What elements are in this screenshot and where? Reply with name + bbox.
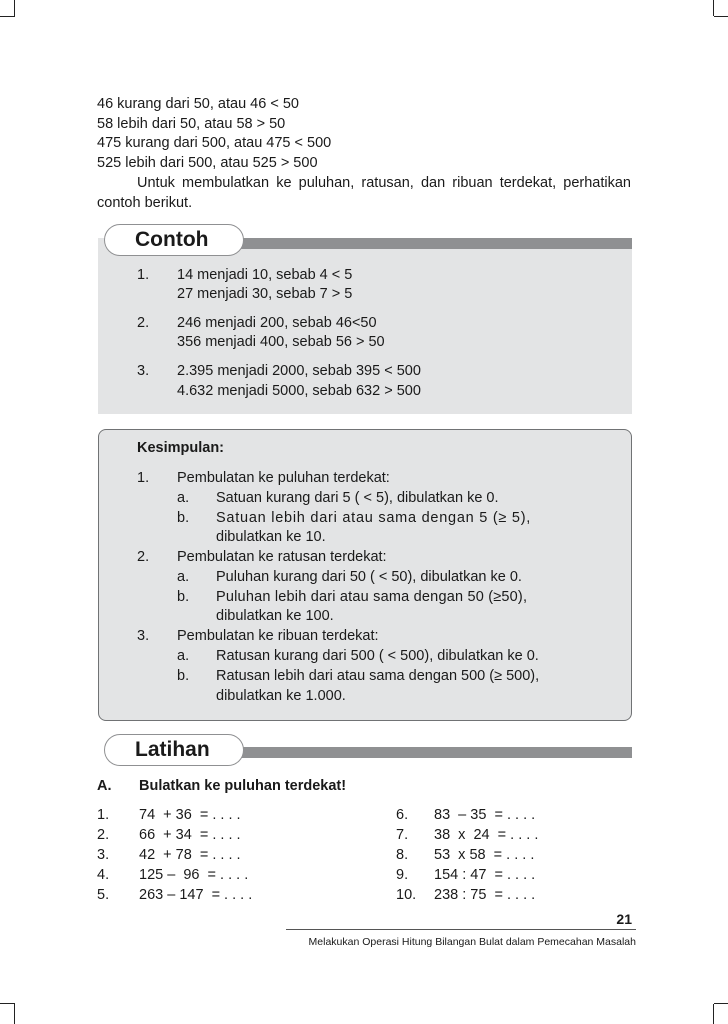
intro-line: 475 kurang dari 500, atau 475 < 500 bbox=[97, 135, 332, 151]
crop-mark bbox=[714, 1003, 728, 1004]
intro-line: 525 lebih dari 500, atau 525 > 500 bbox=[97, 154, 318, 171]
contoh-header-bar bbox=[236, 238, 632, 249]
kesimpulan-heading: Pembulatan ke ribuan terdekat: bbox=[177, 628, 379, 644]
exercise-number: 7. bbox=[396, 827, 409, 843]
kesimpulan-sub-letter: a. bbox=[177, 648, 190, 664]
latihan-header-bar bbox=[236, 747, 632, 758]
kesimpulan-sub-line: dibulatkan ke 10. bbox=[216, 529, 326, 545]
kesimpulan-sub-line: Ratusan lebih dari atau sama dengan 500 (≥ 500), bbox=[216, 668, 540, 684]
kesimpulan-sub-line: dibulatkan ke 100. bbox=[216, 608, 334, 624]
exercise-number: 2. bbox=[97, 827, 110, 843]
exercise-expression: 263 – 147 = . . . . bbox=[139, 887, 253, 903]
kesimpulan-sub-line: Puluhan kurang dari 50 ( < 50), dibulatkan ke 0. bbox=[216, 569, 522, 585]
intro-line: 46 kurang dari 50, atau 46 < 50 bbox=[97, 96, 299, 112]
kesimpulan-sub-line: Satuan lebih dari atau sama dengan 5 (≥ 5), bbox=[216, 510, 532, 526]
contoh-item-line: 14 menjadi 10, sebab 4 < 5 bbox=[177, 267, 353, 283]
crop-mark bbox=[713, 0, 714, 16]
intro-line: 58 lebih dari 50, atau 58 > 50 bbox=[97, 115, 286, 132]
contoh-item-line: 2.395 menjadi 2000, sebab 395 < 500 bbox=[177, 363, 421, 379]
contoh-item-line: 4.632 menjadi 5000, sebab 632 > 500 bbox=[177, 383, 421, 399]
kesimpulan-sub-line: Satuan kurang dari 5 ( < 5), dibulatkan ke 0. bbox=[216, 490, 499, 506]
exercise-number: 5. bbox=[97, 887, 110, 903]
crop-mark bbox=[0, 1003, 15, 1004]
kesimpulan-sub-line: Puluhan lebih dari atau sama dengan 50 (≥50), bbox=[216, 589, 528, 605]
contoh-item-number: 2. bbox=[137, 315, 150, 331]
crop-mark bbox=[14, 1004, 15, 1024]
exercise-expression: 238 : 75 = . . . . bbox=[434, 887, 536, 903]
exercise-expression: 83 – 35 = . . . . bbox=[434, 807, 536, 823]
exercise-expression: 53 x 58 = . . . . bbox=[434, 847, 535, 863]
exercise-expression: 74 + 36 = . . . . bbox=[139, 807, 241, 823]
exercise-expression: 42 + 78 = . . . . bbox=[139, 847, 241, 863]
kesimpulan-sub-letter: b. bbox=[177, 510, 190, 526]
crop-mark bbox=[14, 0, 15, 16]
exercise-number: 6. bbox=[396, 807, 409, 823]
kesimpulan-sub-letter: b. bbox=[177, 668, 190, 684]
contoh-item-line: 356 menjadi 400, sebab 56 > 50 bbox=[177, 334, 385, 350]
exercise-number: 8. bbox=[396, 847, 409, 863]
exercise-number: 10. bbox=[396, 887, 417, 903]
kesimpulan-sub-line: dibulatkan ke 1.000. bbox=[216, 688, 346, 704]
kesimpulan-sub-letter: a. bbox=[177, 569, 190, 585]
footer-text: Melakukan Operasi Hitung Bilangan Bulat dalam Pemecahan Masalah bbox=[308, 936, 636, 948]
contoh-item-line: 27 menjadi 30, sebab 7 > 5 bbox=[177, 286, 353, 302]
exercise-number: 3. bbox=[97, 847, 110, 863]
latihan-title: Latihan bbox=[135, 738, 210, 761]
exercise-expression: 38 x 24 = . . . . bbox=[434, 827, 539, 843]
kesimpulan-sub-letter: a. bbox=[177, 490, 190, 506]
exercise-expression: 154 : 47 = . . . . bbox=[434, 867, 536, 883]
exercise-number: 9. bbox=[396, 867, 409, 883]
kesimpulan-sub-line: Ratusan kurang dari 500 ( < 500), dibulatkan ke 0. bbox=[216, 648, 539, 664]
latihan-title-pill bbox=[104, 734, 244, 766]
footer-rule bbox=[286, 929, 636, 930]
contoh-item-line: 246 menjadi 200, sebab 46<50 bbox=[177, 315, 377, 331]
latihan-section-letter: A. bbox=[97, 778, 112, 794]
exercise-expression: 66 + 34 = . . . . bbox=[139, 827, 241, 843]
kesimpulan-number: 3. bbox=[137, 628, 150, 644]
page-number: 21 bbox=[616, 911, 632, 927]
kesimpulan-title: Kesimpulan: bbox=[137, 440, 225, 456]
kesimpulan-number: 1. bbox=[137, 470, 150, 486]
intro-text bbox=[97, 95, 631, 213]
kesimpulan-heading: Pembulatan ke puluhan terdekat: bbox=[177, 470, 390, 486]
exercise-expression: 125 – 96 = . . . . bbox=[139, 867, 249, 883]
kesimpulan-sub-letter: b. bbox=[177, 589, 190, 605]
kesimpulan-number: 2. bbox=[137, 549, 150, 565]
contoh-title-pill bbox=[104, 224, 244, 256]
exercise-number: 4. bbox=[97, 867, 110, 883]
kesimpulan-heading: Pembulatan ke ratusan terdekat: bbox=[177, 549, 387, 565]
contoh-title: Contoh bbox=[135, 228, 209, 251]
crop-mark bbox=[714, 16, 728, 17]
exercise-number: 1. bbox=[97, 807, 110, 823]
intro-paragraph: Untuk membulatkan ke puluhan, ratusan, dan ribuan terdekat, perhatikan contoh berikut. bbox=[97, 175, 631, 211]
crop-mark bbox=[0, 16, 15, 17]
latihan-instruction: Bulatkan ke puluhan terdekat! bbox=[139, 778, 347, 794]
crop-mark bbox=[713, 1004, 714, 1024]
contoh-item-number: 3. bbox=[137, 363, 150, 379]
contoh-item-number: 1. bbox=[137, 267, 150, 283]
